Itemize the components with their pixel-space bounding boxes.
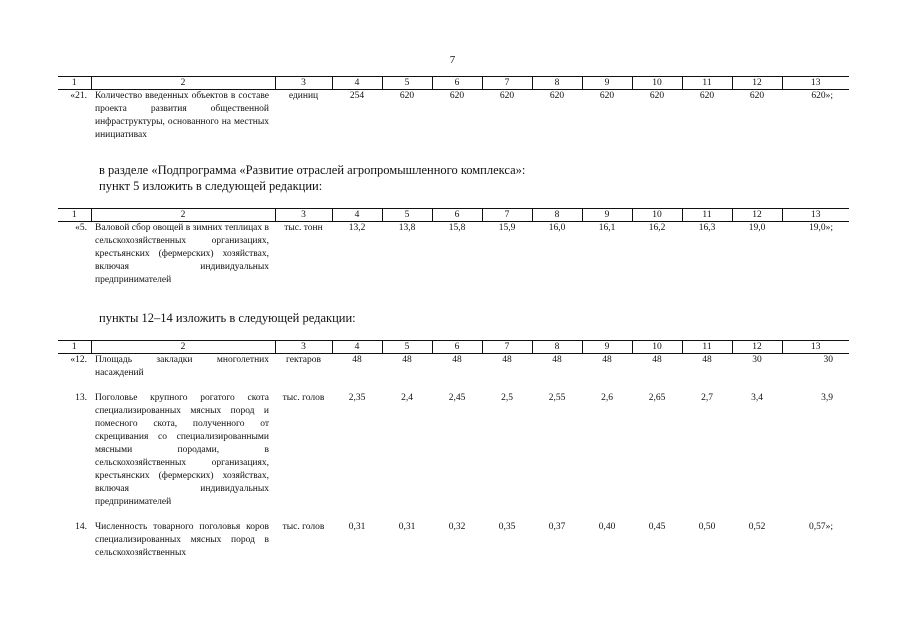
table-row <box>58 354 849 393</box>
unit-of-measure: гектаров <box>286 355 321 365</box>
table-row <box>58 521 849 560</box>
table-row <box>58 392 849 521</box>
column-number: 13 <box>782 209 849 222</box>
indicator-value: 2,65 <box>648 393 666 403</box>
column-number-row <box>58 209 849 222</box>
column-number: 12 <box>732 77 782 90</box>
indicator-value: 16,0 <box>548 223 566 233</box>
column-number: 9 <box>582 77 632 90</box>
column-number: 9 <box>582 209 632 222</box>
indicator-value: 30 <box>752 355 762 365</box>
column-number: 2 <box>91 209 275 222</box>
indicator-value: 620 <box>449 91 465 101</box>
indicator-value: 13,2 <box>348 223 366 233</box>
column-number: 4 <box>332 209 382 222</box>
indicator-value: 48 <box>702 355 712 365</box>
column-number: 6 <box>432 77 482 90</box>
column-number: 3 <box>275 209 332 222</box>
indicator-value: 16,2 <box>648 223 666 233</box>
indicator-value: 0,57»; <box>808 522 833 532</box>
column-number: 13 <box>782 77 849 90</box>
indicator-value: 2,7 <box>701 393 713 403</box>
unit-of-measure: тыс. тонн <box>284 223 323 233</box>
column-number: 7 <box>482 341 532 354</box>
row-number: «21. <box>70 91 87 101</box>
indicator-value: 30 <box>823 355 833 365</box>
column-number: 2 <box>91 341 275 354</box>
column-number-row <box>58 341 849 354</box>
unit-of-measure: тыс. голов <box>282 522 325 532</box>
instruction-section-heading: в разделе «Подпрограмма «Развитие отраслей агропромышленного комплекса»: <box>99 163 526 177</box>
table-agro-items-12-14 <box>58 340 849 560</box>
column-number: 4 <box>332 341 382 354</box>
indicator-value: 48 <box>402 355 412 365</box>
column-number: 1 <box>58 77 91 90</box>
column-number: 1 <box>58 341 91 354</box>
indicator-value: 48 <box>652 355 662 365</box>
unit-of-measure: единиц <box>288 91 319 101</box>
page-number: 7 <box>449 54 456 66</box>
row-number: 14. <box>75 522 87 532</box>
indicator-value: 13,8 <box>398 223 416 233</box>
column-number: 5 <box>382 77 432 90</box>
indicator-name: Площадь закладки многолетних насаждений <box>95 355 269 378</box>
indicator-value: 16,1 <box>598 223 616 233</box>
column-number-row <box>58 77 849 90</box>
indicator-value: 2,35 <box>348 393 366 403</box>
instruction-items-12-14: пункты 12–14 изложить в следующей редакции: <box>99 311 356 325</box>
row-number: «12. <box>70 355 87 365</box>
instruction-item-5: пункт 5 изложить в следующей редакции: <box>99 179 323 193</box>
indicator-value: 620 <box>699 91 715 101</box>
indicator-value: 48 <box>552 355 562 365</box>
indicator-value: 0,32 <box>448 522 466 532</box>
column-number: 10 <box>632 77 682 90</box>
indicator-value: 2,5 <box>501 393 513 403</box>
indicator-value: 2,45 <box>448 393 466 403</box>
indicator-value: 48 <box>602 355 612 365</box>
indicator-value: 620 <box>399 91 415 101</box>
column-number: 5 <box>382 341 432 354</box>
indicator-value: 0,31 <box>398 522 416 532</box>
column-number: 11 <box>682 341 732 354</box>
column-number: 8 <box>532 341 582 354</box>
indicator-value: 48 <box>452 355 462 365</box>
column-number: 7 <box>482 209 532 222</box>
indicator-value: 2,55 <box>548 393 566 403</box>
column-number: 11 <box>682 77 732 90</box>
column-number: 7 <box>482 77 532 90</box>
table-other-indicators <box>58 76 849 142</box>
indicator-value: 2,6 <box>601 393 613 403</box>
unit-of-measure: тыс. голов <box>282 393 325 403</box>
column-number: 10 <box>632 209 682 222</box>
table-row <box>58 90 849 143</box>
indicator-value: 254 <box>349 91 365 101</box>
column-number: 6 <box>432 341 482 354</box>
indicator-name: Валовой сбор овощей в зимних теплицах в сельскохозяйственных организациях, крестьянских (фермерских) хозяйствах, включая индивидуальных предпринимателей <box>95 223 269 285</box>
column-number: 2 <box>91 77 275 90</box>
indicator-value: 2,4 <box>401 393 413 403</box>
indicator-name: Поголовье крупного рогатого скота специализированных мясных пород и помесного скота, полученного от скрещивания со специализированными мясными породами, в сельскохозяйственных организациях, крестьянских (фермерских) хозяйствах, включая индивидуальных предпринимателей <box>95 393 269 507</box>
column-number: 4 <box>332 77 382 90</box>
column-number: 5 <box>382 209 432 222</box>
indicator-value: 3,9 <box>821 393 833 403</box>
indicator-value: 620 <box>549 91 565 101</box>
table-row <box>58 222 849 288</box>
column-number: 12 <box>732 209 782 222</box>
indicator-value: 620 <box>749 91 765 101</box>
column-number: 10 <box>632 341 682 354</box>
column-number: 11 <box>682 209 732 222</box>
indicator-value: 48 <box>352 355 362 365</box>
indicator-value: 19,0 <box>748 223 766 233</box>
indicator-value: 48 <box>502 355 512 365</box>
column-number: 12 <box>732 341 782 354</box>
indicator-value: 0,52 <box>748 522 766 532</box>
indicator-value: 16,3 <box>698 223 716 233</box>
column-number: 6 <box>432 209 482 222</box>
indicator-value: 0,37 <box>548 522 566 532</box>
indicator-value: 0,35 <box>498 522 516 532</box>
indicator-value: 19,0»; <box>808 223 833 233</box>
column-number: 1 <box>58 209 91 222</box>
indicator-value: 0,45 <box>648 522 666 532</box>
indicator-value: 15,8 <box>448 223 466 233</box>
indicator-value: 3,4 <box>751 393 763 403</box>
row-number: 13. <box>75 393 87 403</box>
column-number: 3 <box>275 341 332 354</box>
column-number: 13 <box>782 341 849 354</box>
row-number: «5. <box>75 223 87 233</box>
indicator-value: 620 <box>499 91 515 101</box>
indicator-value: 0,31 <box>348 522 366 532</box>
column-number: 9 <box>582 341 632 354</box>
indicator-value: 0,50 <box>698 522 716 532</box>
column-number: 3 <box>275 77 332 90</box>
column-number: 8 <box>532 209 582 222</box>
indicator-value: 0,40 <box>598 522 616 532</box>
indicator-name: Количество введенных объектов в составе проекта развития общественной инфраструктуры, основанного на местных инициативах <box>95 91 269 140</box>
indicator-value: 620 <box>649 91 665 101</box>
indicator-value: 620 <box>599 91 615 101</box>
indicator-value: 15,9 <box>498 223 516 233</box>
column-number: 8 <box>532 77 582 90</box>
indicator-value: 620»; <box>811 91 833 101</box>
table-agro-item-5 <box>58 208 849 287</box>
indicator-name: Численность товарного поголовья коров специализированных мясных пород в сельскохозяйственных <box>95 522 269 558</box>
